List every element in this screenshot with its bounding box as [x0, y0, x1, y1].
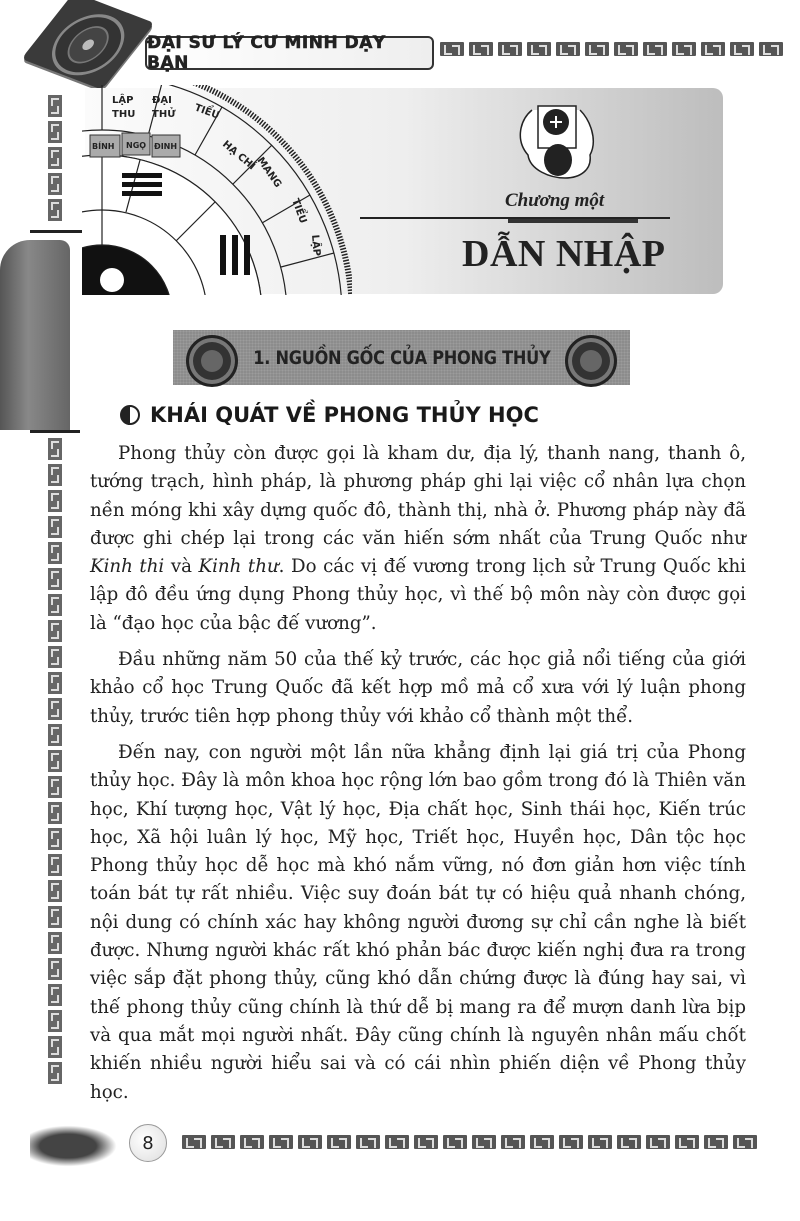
running-title-box — [145, 33, 434, 73]
paragraph: Đến nay, con người một lần nữa khẳng định lại giá trị của Phong thủy học. Đây là môn khoa học rộng lớn bao gồm trong đó là Thiên văn học, Khí tượng học, Vật lý học, Địa chất học, Sinh thái học, Kiến trúc học, Xã hội luân lý học, Mỹ học, Triết học, Huyền học, Dân tộc học Phong thủy học dễ học mà khó nắm vững, nó đơn giản hơn việc tính toán bát tự rất nhiều. Việc suy đoán bát tự có hiệu quả nhanh chóng, nội dung có chính xác hay không người đương sự chỉ cần nghe là biết được. Nhưng người khác rất khó phản bác được kiến nghị đưa ra trong việc sắp đặt phong thủy, cũng khó dẫn chứng được là đúng hay sai, vì thế phong thủy cũng chính là thứ dễ bị mang ra để mượn danh lừa bịp và qua mắt mọi người nhất. Đây cũng chính là nguyên nhân mấu chốt khiến nhiều người hiểu sai và có cái nhìn phiến diện về Phong thủy học. — [90, 741, 746, 1103]
svg-text:TIỂU: TIỂU — [289, 197, 309, 225]
svg-text:THỬ: THỬ — [152, 109, 176, 120]
section-title: 1. NGUỒN GỐC CỦA PHONG THỦY — [252, 346, 551, 369]
monk-figure-image — [0, 240, 70, 430]
page-number: 8 — [129, 1124, 167, 1162]
text-run: Phong thủy còn được gọi là kham dư, địa lý, thanh nang, thanh ô, tướng trạch, hình pháp, là phương pháp ghi lại việc cổ nhân lựa chọn nền móng khi xây dựng quốc đô, thành thị, nhà ở. Phương pháp này đã được ghi chép lại trong các văn hiến sớm nhất của Trung Quốc như — [90, 443, 746, 549]
dragon-ornament-image — [30, 1122, 125, 1170]
lion-medallion-icon — [565, 335, 617, 387]
svg-text:NGỌ: NGỌ — [126, 141, 147, 150]
greek-key-border-bottom — [182, 1135, 757, 1149]
paragraph: Đầu những năm 50 của thế kỷ trước, các học giả nổi tiếng của giới khảo cổ học Trung Quốc đã kết hợp mồ mả cổ xưa với lý luận phong thủy, trước tiên hợp phong thủy với khảo cổ thành một thể. — [90, 649, 746, 727]
svg-text:ĐẠI: ĐẠI — [152, 95, 172, 106]
greek-key-border-top — [440, 42, 783, 56]
chapter-title: DẪN NHẬP — [462, 233, 666, 275]
svg-text:ĐINH: ĐINH — [154, 142, 178, 151]
ledge-line — [30, 430, 80, 433]
greek-key-border-left — [48, 438, 62, 1084]
book-title: Kinh thư — [198, 556, 279, 578]
running-title: ĐẠI SƯ LÝ CƯ MINH DẠY BẠN — [147, 33, 386, 73]
svg-text:LẬP: LẬP — [309, 234, 322, 257]
chapter-divider-accent — [508, 219, 638, 223]
text-run: và — [164, 556, 199, 578]
lion-medallion-icon — [186, 335, 238, 387]
bagua-compass-wheel — [82, 85, 352, 295]
scholar-reading-illustration — [510, 100, 600, 185]
book-title: Kinh thi — [90, 556, 165, 578]
svg-text:MANG: MANG — [254, 155, 284, 190]
svg-text:HẠ CHÍ: HẠ CHÍ — [220, 138, 258, 173]
greek-key-border-left-top — [48, 95, 62, 221]
text-run: . Do các vị đế vương trong lịch sử Trung Quốc khi lập đô đều ứng dụng Phong thủy học, vì thế bộ môn này còn được gọi là “đạo học của bậc đế vương”. — [90, 556, 746, 634]
svg-text:THU: THU — [112, 109, 136, 120]
svg-text:BÍNH: BÍNH — [92, 142, 115, 151]
luopan-compass-image — [21, 0, 154, 90]
svg-text:LẬP: LẬP — [112, 95, 134, 106]
svg-text:TIỂU: TIỂU — [192, 102, 221, 122]
section-banner — [173, 330, 630, 385]
chapter-label: Chương một — [505, 190, 605, 211]
ledge-line — [30, 230, 85, 233]
yin-yang-icon — [120, 405, 140, 425]
subheading — [120, 403, 539, 427]
paragraph — [90, 440, 746, 638]
body-text — [90, 440, 746, 1115]
subheading-text: KHÁI QUÁT VỀ PHONG THỦY HỌC — [150, 403, 539, 427]
